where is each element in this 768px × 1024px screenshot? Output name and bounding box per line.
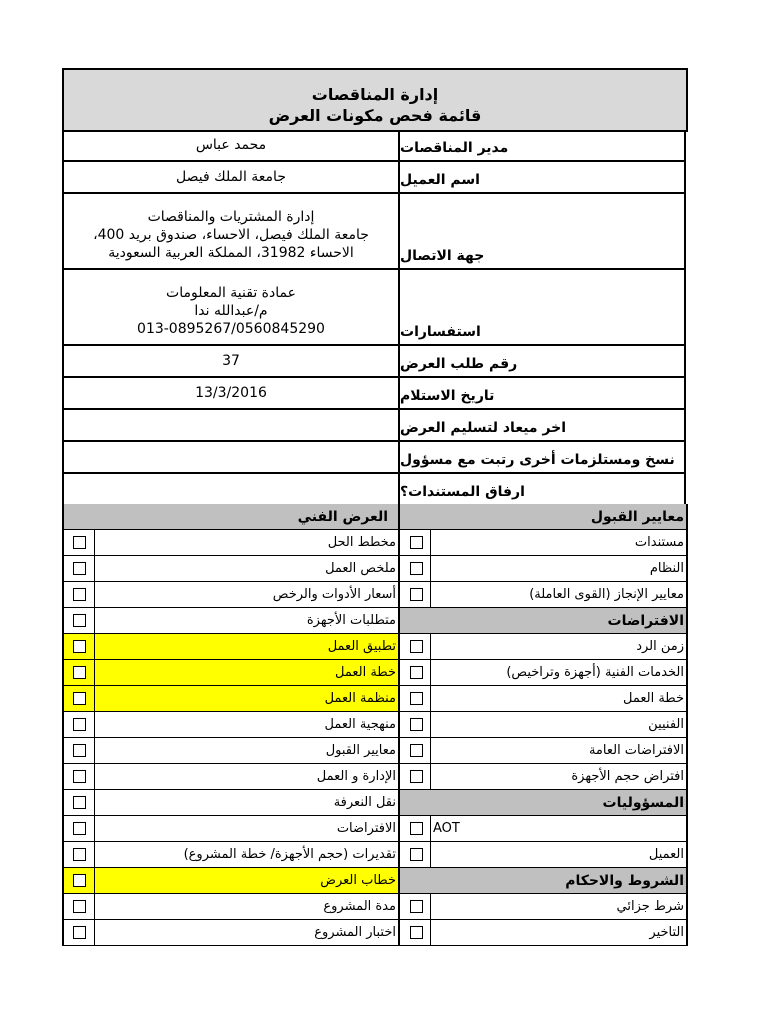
checkbox[interactable] [73, 796, 86, 809]
acceptance-checkbox-cell [398, 660, 430, 686]
checkbox[interactable] [410, 822, 423, 835]
technical-item-label: أسعار الأدوات والرخص [94, 582, 398, 608]
inquiries-line-2: م/عبدالله ندا [194, 303, 268, 319]
checkbox[interactable] [410, 744, 423, 757]
grid-row [62, 582, 688, 608]
receipt-date-value[interactable]: 13/3/2016 [62, 378, 398, 410]
manager-label: مدير المناقصات [398, 130, 686, 162]
acceptance-item-label: العميل [430, 842, 688, 868]
checkbox[interactable] [73, 822, 86, 835]
row-manager [62, 130, 688, 162]
acceptance-item-label: افتراض حجم الأجهزة [430, 764, 688, 790]
acceptance-item-label: الفنيين [430, 712, 688, 738]
acceptance-checkbox-cell [398, 816, 430, 842]
technical-checkbox-cell [62, 842, 94, 868]
checkbox[interactable] [73, 640, 86, 653]
grid-row [62, 790, 688, 816]
acceptance-criteria-header: معايير القبول [398, 504, 688, 530]
checkbox[interactable] [73, 926, 86, 939]
technical-item-label: خطاب العرض [94, 868, 398, 894]
checkbox[interactable] [410, 536, 423, 549]
technical-checkbox-cell [62, 634, 94, 660]
section-header: الشروط والاحكام [398, 868, 688, 894]
acceptance-checkbox-cell [398, 842, 430, 868]
acceptance-checkbox-cell [398, 920, 430, 946]
checkbox[interactable] [410, 640, 423, 653]
header-title: إدارة المناقصات [311, 85, 439, 104]
technical-checkbox-cell [62, 582, 94, 608]
technical-item-label: مخطط الحل [94, 530, 398, 556]
checkbox[interactable] [410, 718, 423, 731]
acceptance-item-label: زمن الرد [430, 634, 688, 660]
grid-row [62, 738, 688, 764]
checkbox[interactable] [73, 770, 86, 783]
inquiries-label: استفسارات [398, 270, 686, 346]
acceptance-item-label: AOT [430, 816, 688, 842]
technical-item-label: نقل النعرفة [94, 790, 398, 816]
copies-value[interactable] [62, 442, 398, 474]
acceptance-checkbox-cell [398, 894, 430, 920]
technical-item-label: اختبار المشروع [94, 920, 398, 946]
row-receipt-date [62, 378, 688, 410]
technical-checkbox-cell [62, 816, 94, 842]
row-contact [62, 194, 688, 270]
acceptance-checkbox-cell [398, 582, 430, 608]
checkbox[interactable] [410, 666, 423, 679]
acceptance-item-label: الافتراضات العامة [430, 738, 688, 764]
checkbox[interactable] [73, 588, 86, 601]
grid-row [62, 686, 688, 712]
row-attach-documents [62, 474, 688, 506]
contact-line-1: إدارة المشتريات والمناقصات [147, 209, 315, 225]
deadline-value[interactable] [62, 410, 398, 442]
technical-item-label: الإدارة و العمل [94, 764, 398, 790]
checkbox[interactable] [73, 562, 86, 575]
sheet-header [62, 68, 688, 132]
technical-item-label: منظمة العمل [94, 686, 398, 712]
technical-checkbox-cell [62, 920, 94, 946]
checkbox[interactable] [73, 848, 86, 861]
checkbox[interactable] [73, 718, 86, 731]
technical-checkbox-cell [62, 712, 94, 738]
inquiries-value[interactable] [62, 270, 398, 346]
grid-row [62, 764, 688, 790]
grid-row [62, 868, 688, 894]
technical-checkbox-cell [62, 530, 94, 556]
checkbox[interactable] [73, 692, 86, 705]
acceptance-item-label: الخدمات الفنية (أجهزة وتراخيص) [430, 660, 688, 686]
checkbox[interactable] [410, 692, 423, 705]
grid-row [62, 634, 688, 660]
acceptance-checkbox-cell [398, 686, 430, 712]
technical-item-label: متطلبات الأجهزة [94, 608, 398, 634]
contact-line-3: الاحساء 31982، المملكة العربية السعودية [108, 245, 354, 261]
checkbox[interactable] [73, 744, 86, 757]
deadline-label: اخر ميعاد لتسليم العرض [398, 410, 686, 442]
technical-checkbox-cell [62, 660, 94, 686]
acceptance-checkbox-cell [398, 764, 430, 790]
section-header: الافتراضات [398, 608, 688, 634]
acceptance-item-label: شرط جزائي [430, 894, 688, 920]
checkbox[interactable] [73, 666, 86, 679]
copies-label: نسخ ومستلزمات أخرى رتبت مع مسؤول [398, 442, 686, 474]
checkbox[interactable] [410, 900, 423, 913]
checkbox[interactable] [410, 562, 423, 575]
checkbox[interactable] [73, 900, 86, 913]
acceptance-item-label: معايير الإنجاز (القوى العاملة) [430, 582, 688, 608]
checkbox[interactable] [73, 874, 86, 887]
grid-row [62, 608, 688, 634]
acceptance-checkbox-cell [398, 712, 430, 738]
grid-row [62, 920, 688, 946]
technical-item-label: منهجية العمل [94, 712, 398, 738]
technical-checkbox-cell [62, 608, 94, 634]
contact-label: جهة الاتصال [398, 194, 686, 270]
checkbox[interactable] [410, 588, 423, 601]
grid-row [62, 556, 688, 582]
row-deadline [62, 410, 688, 442]
contact-line-2: جامعة الملك فيصل، الاحساء، صندوق بريد 400، [93, 227, 369, 243]
acceptance-item-label: مستندات [430, 530, 688, 556]
inquiries-line-1: عمادة تقنية المعلومات [166, 285, 296, 301]
request-number-label: رقم طلب العرض [398, 346, 686, 378]
checkbox[interactable] [410, 770, 423, 783]
grid-row [62, 816, 688, 842]
acceptance-item-label: التاخير [430, 920, 688, 946]
grid-header-row [62, 504, 688, 530]
technical-item-label: خطة العمل [94, 660, 398, 686]
row-client [62, 162, 688, 194]
acceptance-item-label: النظام [430, 556, 688, 582]
acceptance-checkbox-cell [398, 738, 430, 764]
technical-item-label: تقديرات (حجم الأجهزة/ خطة المشروع) [94, 842, 398, 868]
technical-checkbox-cell [62, 894, 94, 920]
technical-checkbox-cell [62, 686, 94, 712]
request-number-value[interactable]: 37 [62, 346, 398, 378]
technical-checkbox-cell [62, 738, 94, 764]
row-inquiries [62, 270, 688, 346]
acceptance-checkbox-cell [398, 556, 430, 582]
header-subtitle: قائمة فحص مكونات العرض [268, 106, 482, 125]
technical-item-label: مدة المشروع [94, 894, 398, 920]
acceptance-checkbox-cell [398, 530, 430, 556]
section-header: المسؤوليات [398, 790, 688, 816]
row-request-number [62, 346, 688, 378]
technical-offer-header: العرض الفني [62, 504, 398, 530]
grid-row [62, 894, 688, 920]
technical-item-label: الافتراضات [94, 816, 398, 842]
client-label: اسم العميل [398, 162, 686, 194]
grid-row [62, 530, 688, 556]
acceptance-item-label: خطة العمل [430, 686, 688, 712]
checkbox[interactable] [73, 536, 86, 549]
technical-checkbox-cell [62, 868, 94, 894]
receipt-date-label: تاريخ الاستلام [398, 378, 686, 410]
technical-checkbox-cell [62, 764, 94, 790]
manager-value[interactable]: محمد عباس [62, 130, 398, 162]
checkbox[interactable] [73, 614, 86, 627]
checkbox[interactable] [410, 848, 423, 861]
grid-row [62, 842, 688, 868]
inquiries-line-3: 013-0895267/0560845290 [137, 321, 325, 337]
acceptance-checkbox-cell [398, 634, 430, 660]
checkbox[interactable] [410, 926, 423, 939]
technical-item-label: ملخص العمل [94, 556, 398, 582]
contact-value[interactable] [62, 194, 398, 270]
technical-item-label: معايير القبول [94, 738, 398, 764]
row-copies [62, 442, 688, 474]
grid-row [62, 660, 688, 686]
technical-item-label: تطبيق العمل [94, 634, 398, 660]
grid-row [62, 712, 688, 738]
attach-documents-value[interactable] [62, 474, 398, 506]
client-value[interactable]: جامعة الملك فيصل [62, 162, 398, 194]
attach-documents-label: ارفاق المستندات؟ [398, 474, 686, 506]
technical-checkbox-cell [62, 556, 94, 582]
technical-checkbox-cell [62, 790, 94, 816]
